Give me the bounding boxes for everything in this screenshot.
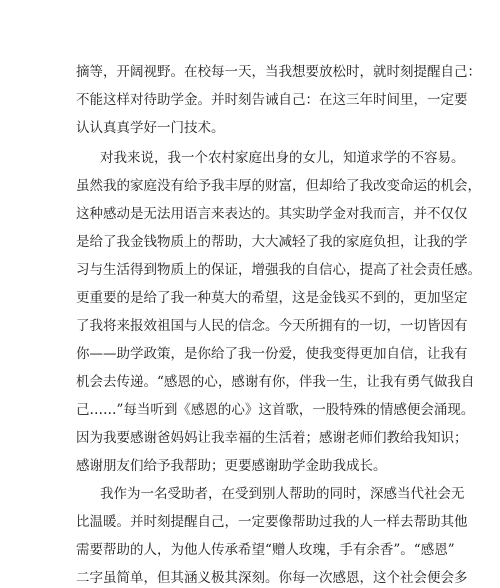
text-line: 机会去传递。“感恩的心，感谢有你，伴我一生，让我有勇气做我自: [76, 374, 475, 390]
text-line: 你——助学政策，是你给了我一份爱，使我变得更加自信，让我有: [76, 346, 468, 362]
text-line: 己……”每当听到《感恩的心》这首歌，一股特殊的情感便会涌现。: [76, 402, 475, 418]
text-line: 感谢朋友们给予我帮助；更要感谢助学金助我成长。: [76, 458, 387, 474]
text-line: 认认真真学好一门技术。: [76, 120, 225, 136]
text-line: 是给了我金钱物质上的帮助，大大减轻了我的家庭负担，让我的学: [76, 234, 468, 250]
text-line: 比温暖。并时刻提醒自己，一定要像帮助过我的人一样去帮助其他: [76, 514, 468, 530]
text-line: 虽然我的家庭没有给予我丰厚的财富，但却给了我改变命运的机会，: [76, 178, 481, 194]
text-line: 不能这样对待助学金。并时刻告诫自己：在这三年时间里，一定要: [76, 92, 468, 108]
text-line: 习与生活得到物质上的保证，增强我的自信心，提高了社会责任感。: [76, 262, 481, 278]
text-line: 这种感动是无法用语言来表达的。其实助学金对我而言，并不仅仅: [76, 206, 468, 222]
text-line: 了我将来报效祖国与人民的信念。今天所拥有的一切，一切皆因有: [76, 318, 468, 334]
paragraph-start-line: 对我来说，我一个农村家庭出身的女儿，知道求学的不容易。: [100, 150, 465, 166]
text-line: 更重要的是给了我一种莫大的希望，这是金钱买不到的，更加坚定: [76, 290, 468, 306]
text-line: 二字虽简单，但其涵义极其深刻。你每一次感恩，这个社会便会多: [76, 570, 468, 586]
text-line: 需要帮助的人，为他人传承希望“赠人玫瑰，手有余香”。“感恩”: [76, 542, 455, 558]
text-line: 因为我要感谢爸妈妈让我幸福的生活着；感谢老师们教给我知识；: [76, 430, 468, 446]
paragraph-start-line: 我作为一名受助者，在受到别人帮助的同时，深感当代社会无: [100, 486, 465, 502]
text-line: 摘等，开阔视野。在校每一天，当我想要放松时，就时刻提醒自己：: [76, 64, 481, 80]
